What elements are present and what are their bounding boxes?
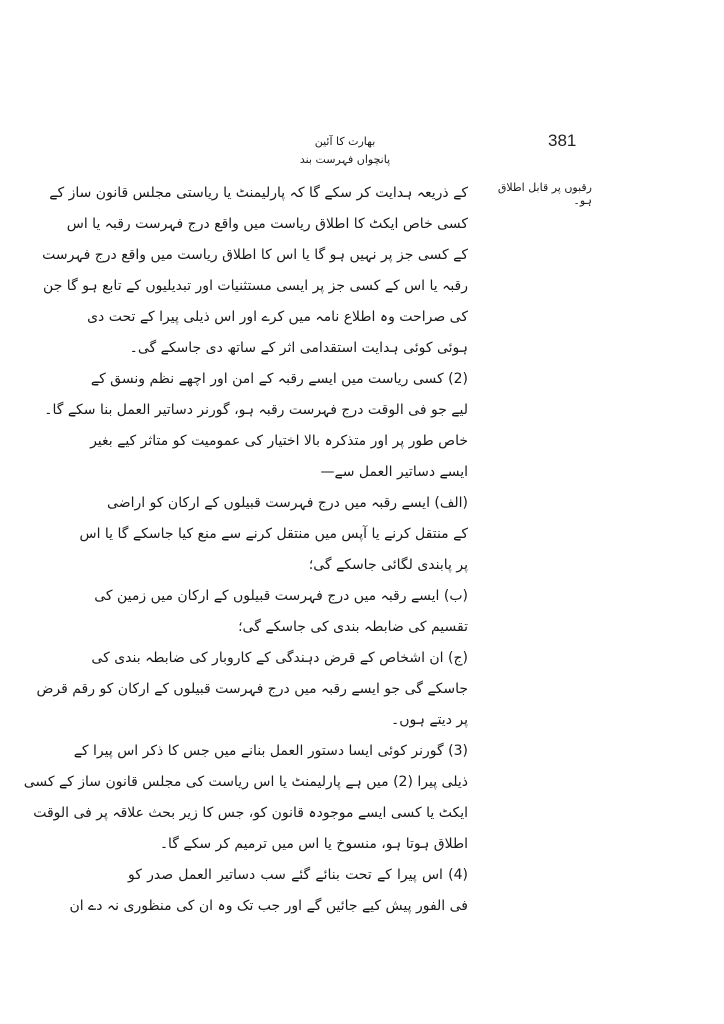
text-line: اطلاق ہوتا ہو، منسوخ یا اس میں ترمیم کر سکے گا۔ — [159, 836, 468, 852]
text-line: کے ذریعہ ہدایت کر سکے گا کہ پارلیمنٹ یا ریاستی مجلس قانون ساز کے — [49, 185, 468, 201]
text-line: خاص طور پر اور متذکرہ بالا اختیار کی عمومیت کو متاثر کیے بغیر — [90, 433, 468, 449]
text-line: ایکٹ یا کسی ایسے موجودہ قانون کو، جس کا زیر بحث علاقہ پر فی الوقت — [33, 805, 468, 821]
text-line: لیے جو فی الوقت درج فہرست رقبہ ہو، گورنر دساتیر العمل بنا سکے گا۔ — [44, 402, 468, 418]
text-line: کسی خاص ایکٹ کا اطلاق ریاست میں واقع درج فہرست رقبہ یا اس — [66, 216, 468, 232]
text-line: کی صراحت وہ اطلاع نامہ میں کرے اور اس ذیلی پیرا کے تحت دی — [87, 309, 468, 325]
body-text — [23, 178, 468, 922]
text-line: ذیلی پیرا (2) میں ہے پارلیمنٹ یا اس ریاست کی مجلس قانون ساز کے کسی — [23, 774, 468, 790]
text-line: جاسکے گی جو ایسے رقبہ میں درج فہرست قبیلوں کے ارکان کو رقم قرض — [36, 681, 468, 697]
text-line: فی الفور پیش کیے جائیں گے اور جب تک وہ ان کی منظوری نہ دے ان — [69, 898, 468, 914]
text-line: کے منتقل کرنے یا آپس میں منتقل کرنے سے منع کیا جاسکے گا یا اس — [79, 526, 468, 542]
page-header-subtitle: پانچواں فہرست بند — [299, 153, 391, 166]
page-number: 381 — [548, 131, 577, 150]
text-line: پر پابندی لگائی جاسکے گی؛ — [308, 557, 468, 573]
text-line: (4) اس پیرا کے تحت بنائے گئے سب دساتیر العمل صدر کو — [128, 867, 468, 883]
text-line: رقبہ یا اس کے کسی جز پر ایسی مستثنیات اور تبدیلیوں کے تابع ہو گا جن — [43, 278, 468, 294]
text-line: (ج) ان اشخاص کے قرض دہندگی کے کاروبار کی ضابطہ بندی کی — [91, 650, 468, 666]
text-line: (2) کسی ریاست میں ایسے رقبہ کے امن اور اچھے نظم ونسق کے — [90, 371, 468, 387]
text-line: (الف) ایسے رقبہ میں درج فہرست قبیلوں کے ارکان کو اراضی — [107, 495, 468, 511]
text-line: (3) گورنر کوئی ایسا دستور العمل بنانے میں جس کا ذکر اس پیرا کے — [73, 743, 468, 759]
text-line: پر دیتے ہوں۔ — [391, 712, 468, 728]
margin-note: رقبوں پر قابل اطلاق ہو۔ — [497, 181, 592, 207]
page-header-title: بھارت کا آئین — [314, 135, 376, 148]
text-line: ہوئی کوئی ہدایت استقدامی اثر کے ساتھ دی جاسکے گی۔ — [129, 340, 468, 356]
text-line: (ب) ایسے رقبہ میں درج فہرست قبیلوں کے ارکان میں زمین کی — [94, 588, 468, 604]
text-line: کے کسی جز پر نہیں ہو گا یا اس کا اطلاق ریاست میں واقع درج فہرست — [42, 247, 468, 263]
text-line: تقسیم کی ضابطہ بندی کی جاسکے گی؛ — [238, 619, 468, 635]
text-line: ایسے دساتیر العمل سے— — [320, 464, 468, 480]
